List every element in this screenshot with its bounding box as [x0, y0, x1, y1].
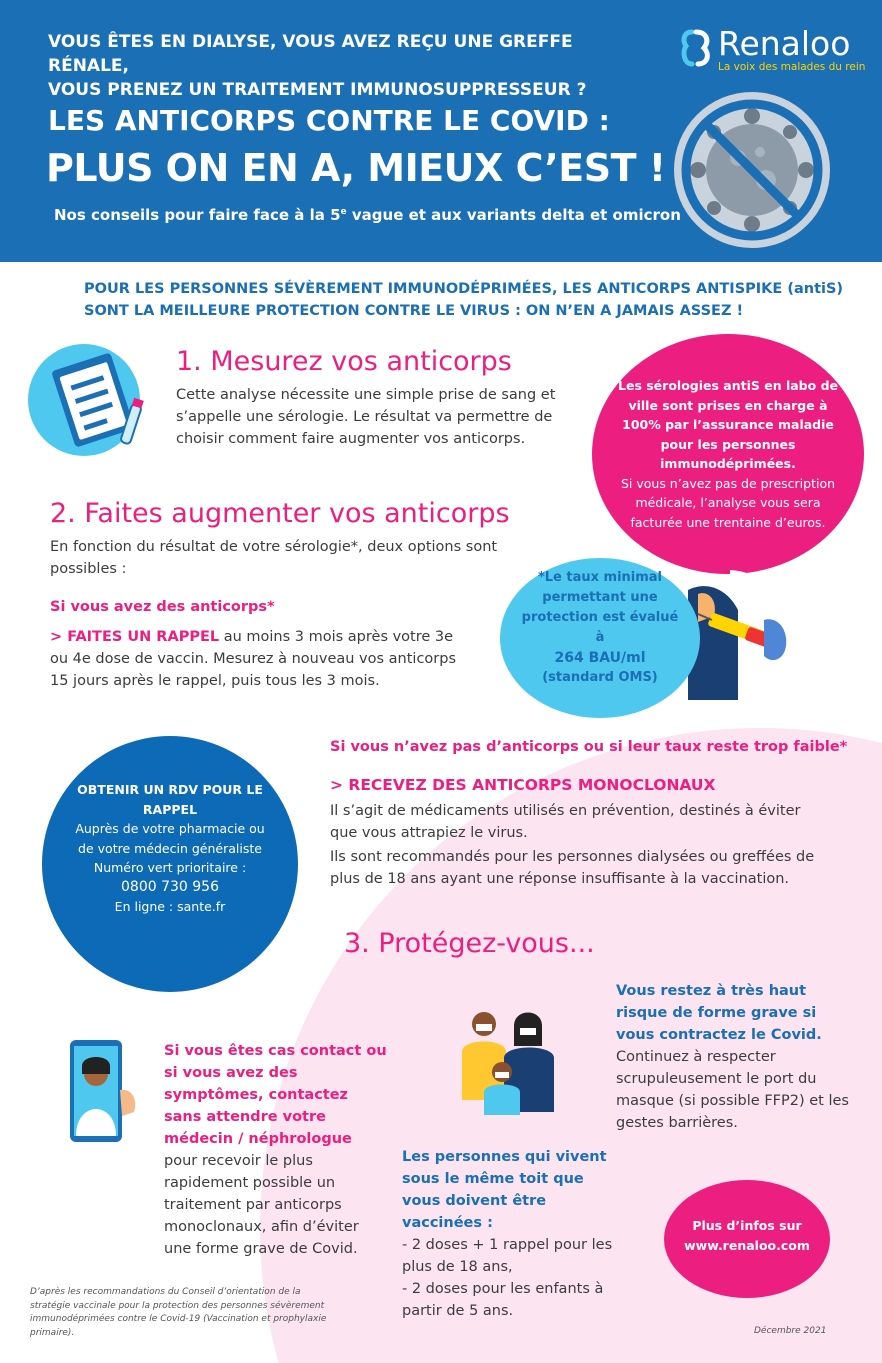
serology-coverage-circle [592, 334, 864, 574]
option2-action: > RECEVEZ DES ANTICORPS MONOCLONAUX [330, 776, 716, 794]
subtitle-part-b: vague et aux variants delta et omicron [346, 206, 681, 224]
logo-tagline: La voix des malades du rein [718, 61, 866, 73]
booster-where: Auprès de votre pharmacie ou de votre médecin généraliste [75, 821, 265, 856]
option2-heading: Si vous n’avez pas d’anticorps ou si leur taux reste trop faible* [330, 739, 848, 755]
title-line2: PLUS ON EN A, MIEUX C’EST ! [46, 146, 666, 190]
contact-bold: Si vous êtes cas contact ou si vous avez des symptômes, contactez sans attendre votre médecin / néphrologue [164, 1043, 387, 1147]
header-intro-line1: VOUS ÊTES EN DIALYSE, VOUS AVEZ REÇU UNE GREFFE RÉNALE, [48, 32, 573, 76]
header-intro-line2: VOUS PRENEZ UN TRAITEMENT IMMUNOSUPPRESSEUR ? [48, 80, 587, 100]
serology-coverage-bold: Les sérologies antiS en labo de ville sont prises en charge à 100% par l’assurance maladie pour les personnes immunodéprimées. [618, 378, 838, 471]
phone-doctor-icon [56, 1040, 140, 1144]
header-banner [0, 0, 882, 262]
header-subtitle [54, 206, 681, 224]
high-risk-block [616, 980, 852, 1134]
masked-family-icon [458, 1000, 568, 1115]
subtitle-part-a: Nos conseils pour faire face à la 5 [54, 206, 341, 224]
title-line1: LES ANTICORPS CONTRE LE COVID : [48, 104, 610, 137]
option2-text1: Il s’agit de médicaments utilisés en prévention, destinés à éviter que vous attrapiez le virus. [330, 803, 801, 841]
contact-block [164, 1040, 388, 1260]
booster-appointment-circle [42, 736, 298, 992]
header-intro [48, 30, 608, 102]
section1-body: Cette analyse nécessite une simple prise de sang et s’appelle une sérologie. Le résultat va permettre de choisir comment faire augmenter vos anticorps. [176, 387, 556, 447]
logo-name: Renaloo [718, 24, 851, 63]
booster-hotline-label: Numéro vert prioritaire : [93, 860, 247, 875]
option1-heading: Si vous avez des anticorps* [50, 599, 275, 615]
minimum-rate-circle [500, 558, 700, 718]
booster-phone-number: 0800 730 956 [121, 878, 219, 895]
footnote: D’après les recommandations du Conseil d’orientation de la stratégie vaccinale pour la protection des personnes sévèrement immunodéprimées contre le Covid-19 (Vaccination et prophylaxie primaire). [30, 1287, 327, 1338]
section3-title: 3. Protégez-vous... [344, 928, 595, 959]
contact-text: pour recevoir le plus rapidement possible un traitement par anticorps monoclonaux, afin d’éviter une forme grave de Covid. [164, 1153, 359, 1257]
subtitle-superscript: e [340, 207, 347, 217]
section2-title: 2. Faites augmenter vos anticorps [50, 498, 510, 529]
clipboard-test-icon [26, 340, 156, 460]
more-info-circle[interactable] [664, 1180, 830, 1298]
household-item1: - 2 doses + 1 rappel pour les plus de 18 ans, [402, 1237, 613, 1275]
option1-text: au moins 3 mois après votre 3e ou 4e dose de vaccin. Mesurez à nouveau vos anticorps 15 jours après le rappel, puis tous les 3 mois. [50, 629, 457, 689]
booster-heading: OBTENIR UN RDV POUR LE RAPPEL [77, 782, 263, 817]
lead-statement [84, 278, 844, 322]
minimum-rate-text: *Le taux minimal permettant une protection est évalué à [521, 570, 679, 645]
minimum-rate-value: 264 BAU/ml [554, 650, 646, 666]
household-item2: - 2 doses pour les enfants à partir de 5 ans. [402, 1281, 604, 1319]
household-bold: Les personnes qui vivent sous le même toit que vous doivent être vaccinées : [402, 1149, 607, 1231]
serology-coverage-text: Si vous n’avez pas de prescription médicale, l’analyse vous sera facturée une trentaine d’euros. [620, 475, 836, 530]
more-info-link[interactable]: www.renaloo.com [684, 1238, 810, 1253]
crossed-virus-icon [672, 90, 832, 250]
section2-body: En fonction du résultat de votre sérologie*, deux options sont possibles : [50, 539, 498, 577]
renaloo-logo [680, 26, 870, 76]
lead-line2: SONT LA MEILLEURE PROTECTION CONTRE LE VIRUS : ON N’EN A JAMAIS ASSEZ ! [84, 303, 744, 319]
option2-text2: Ils sont recommandés pour les personnes dialysées ou greffées de plus de 18 ans ayant une réponse insuffisante à la vaccination. [330, 849, 815, 887]
high-risk-text: Continuez à respecter scrupuleusement le port du masque (si possible FFP2) et les gestes barrières. [616, 1049, 849, 1131]
option1-paragraph [50, 626, 470, 692]
more-info-label: Plus d’infos sur [692, 1218, 802, 1233]
publication-date: Décembre 2021 [754, 1326, 827, 1336]
household-block [402, 1146, 622, 1322]
renaloo-logo-mark-icon [680, 28, 716, 68]
booster-online: En ligne : sante.fr [114, 899, 226, 914]
high-risk-bold: Vous restez à très haut risque de forme grave si vous contractez le Covid. [616, 983, 822, 1043]
lead-line1: POUR LES PERSONNES SÉVÈREMENT IMMUNODÉPRIMÉES, LES ANTICORPS ANTISPIKE (antiS) [84, 281, 844, 297]
section1-title: 1. Mesurez vos anticorps [176, 346, 512, 377]
minimum-rate-standard: (standard OMS) [542, 670, 658, 685]
option1-action: > FAITES UN RAPPEL [50, 629, 220, 645]
